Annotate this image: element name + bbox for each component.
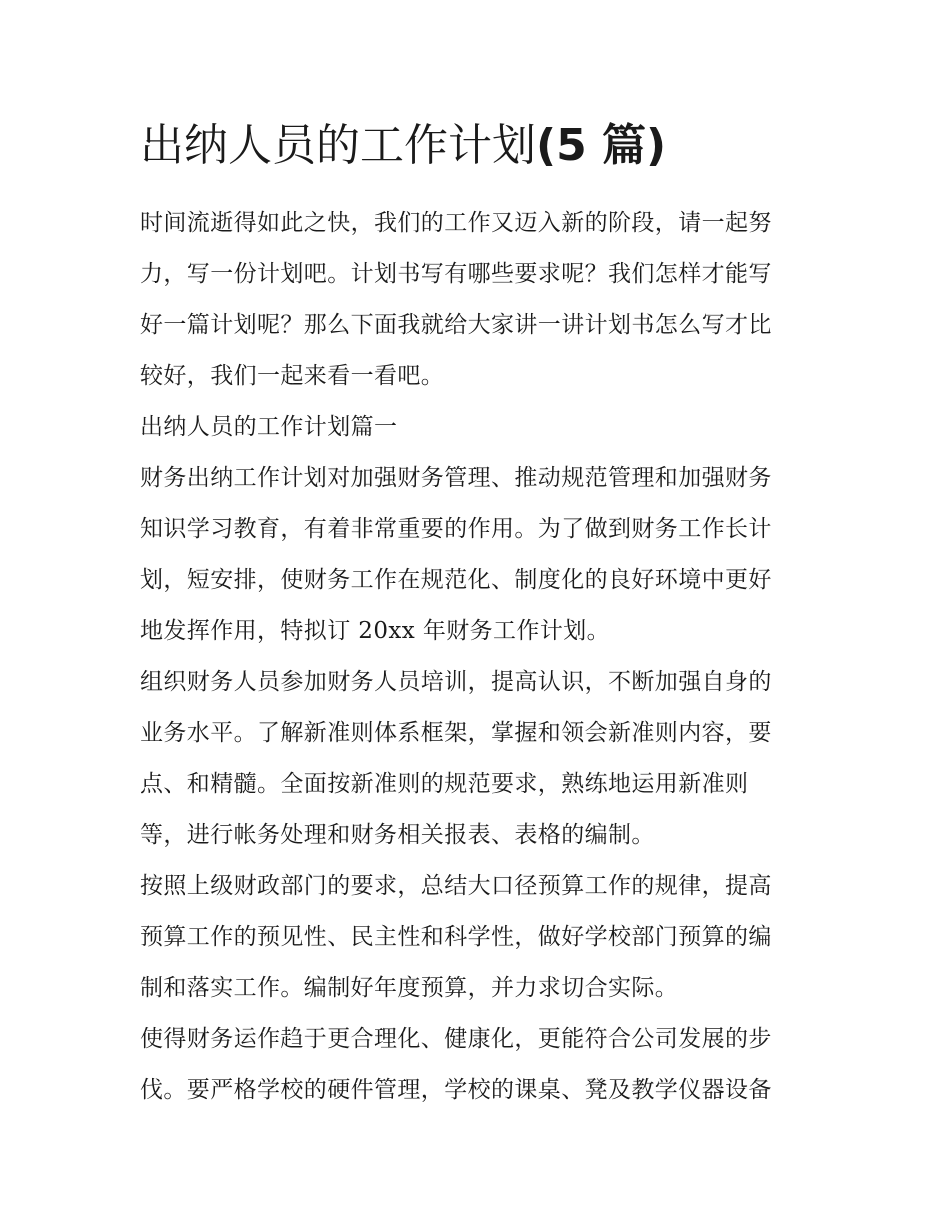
paragraph-2-line-1: 组织财务人员参加财务人员培训，提高认识，不断加强自身的: [140, 669, 772, 695]
document-body: [140, 198, 820, 1116]
intro-line-4: 较好，我们一起来看一看吧。: [140, 363, 445, 389]
paragraph-1-line-4: 地发挥作用，特拟订 20xx 年财务工作计划。: [140, 618, 611, 644]
paragraph-3-line-3: 制和落实工作。编制好年度预算，并力求切合实际。: [140, 975, 679, 1001]
intro-line-1: 时间流逝得如此之快，我们的工作又迈入新的阶段，请一起努: [140, 210, 772, 236]
paragraph-3-line-1: 按照上级财政部门的要求，总结大口径预算工作的规律，提高: [140, 873, 772, 899]
section-heading: 出纳人员的工作计划篇一: [140, 414, 398, 440]
paragraph-2-line-4: 等，进行帐务处理和财务相关报表、表格的编制。: [140, 822, 655, 848]
paragraph-3-line-2: 预算工作的预见性、民主性和科学性，做好学校部门预算的编: [140, 924, 772, 950]
paragraph-1-line-2: 知识学习教育，有着非常重要的作用。为了做到财务工作长计: [140, 516, 772, 542]
paragraph-1-line-3: 划，短安排，使财务工作在规范化、制度化的良好环境中更好: [140, 567, 772, 593]
paragraph-4-line-1: 使得财务运作趋于更合理化、健康化，更能符合公司发展的步: [140, 1026, 772, 1052]
intro-line-2: 力，写一份计划吧。计划书写有哪些要求呢？我们怎样才能写: [140, 261, 772, 287]
paragraph-4-line-2: 伐。要严格学校的硬件管理，学校的课桌、凳及教学仪器设备: [140, 1077, 772, 1103]
paragraph-1-line-1: 财务出纳工作计划对加强财务管理、推动规范管理和加强财务: [140, 465, 772, 491]
intro-line-3: 好一篇计划呢？那么下面我就给大家讲一讲计划书怎么写才比: [140, 312, 772, 338]
title-suffix: (5 篇): [536, 120, 667, 171]
document-title: [140, 116, 666, 176]
paragraph-2-line-2: 业务水平。了解新准则体系框架，掌握和领会新准则内容，要: [140, 720, 772, 746]
title-main: 出纳人员的工作计划: [140, 120, 536, 171]
paragraph-2-line-3: 点、和精髓。全面按新准则的规范要求，熟练地运用新准则: [140, 771, 749, 797]
